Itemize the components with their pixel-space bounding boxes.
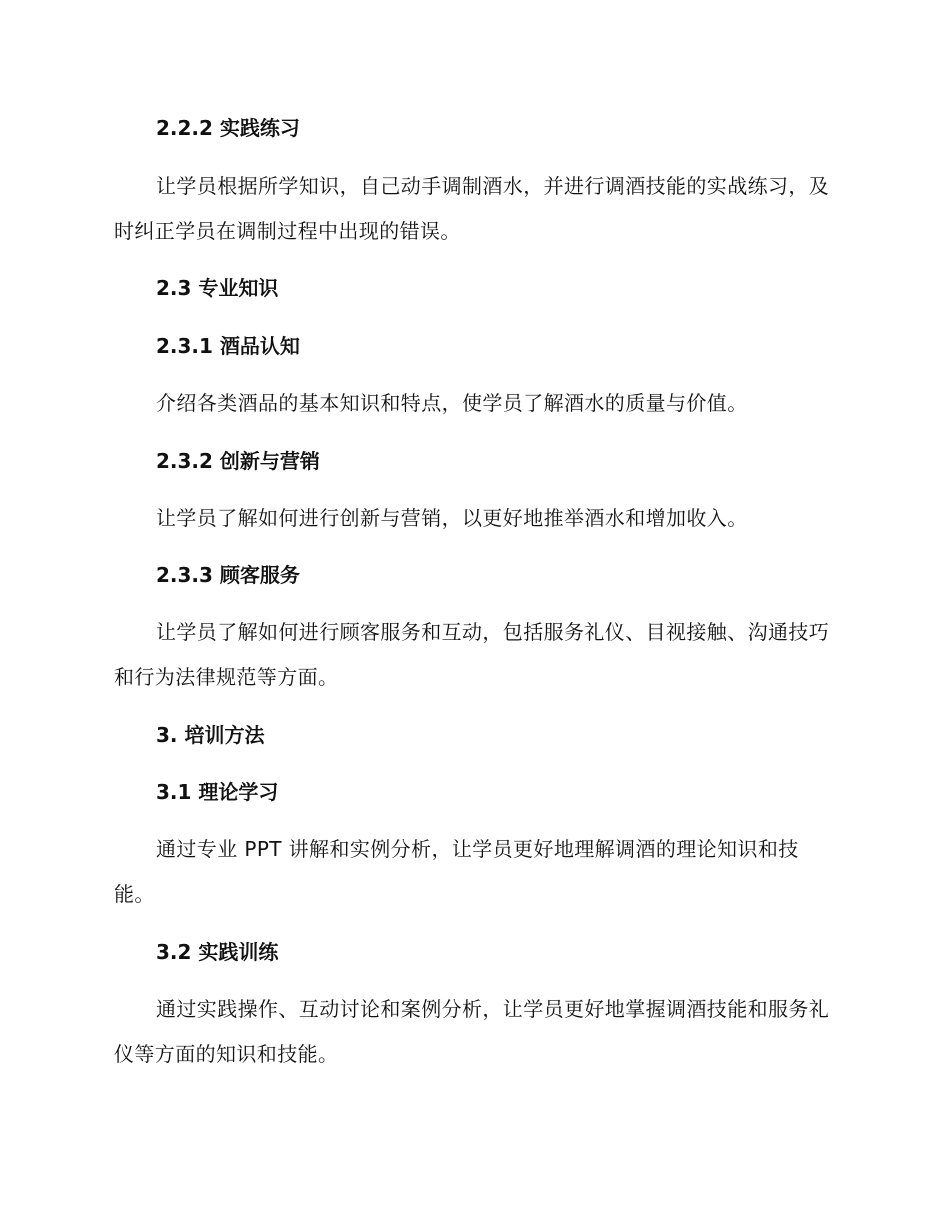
paragraph-theory: 通过专业 PPT 讲解和实例分析，让学员更好地理解调酒的理论知识和技能。	[114, 837, 799, 906]
paragraph-training: 通过实践操作、互动讨论和案例分析，让学员更好地掌握调酒技能和服务礼仪等方面的知识和技能。	[114, 997, 830, 1066]
section-heading-2-3-1: 2.3.1 酒品认知	[156, 334, 300, 358]
paragraph-customer-service: 让学员了解如何进行顾客服务和互动，包括服务礼仪、目视接触、沟通技巧和行为法律规范等方面。	[114, 620, 830, 689]
section-heading-2-3: 2.3 专业知识	[156, 276, 279, 300]
paragraph-innovation: 让学员了解如何进行创新与营销，以更好地推举酒水和增加收入。	[156, 506, 748, 530]
section-heading-3-2: 3.2 实践训练	[156, 940, 279, 964]
section-heading-2-3-2: 2.3.2 创新与营销	[156, 449, 320, 473]
paragraph-practice: 让学员根据所学知识，自己动手调制酒水，并进行调酒技能的实战练习，及时纠正学员在调制过程中出现的错误。	[114, 174, 830, 243]
paragraph-wine-knowledge: 介绍各类酒品的基本知识和特点，使学员了解酒水的质量与价值。	[156, 391, 748, 415]
section-heading-2-2-2: 2.2.2 实践练习	[156, 116, 300, 140]
section-heading-3-1: 3.1 理论学习	[156, 780, 279, 804]
section-heading-3: 3. 培训方法	[156, 723, 265, 747]
section-heading-2-3-3: 2.3.3 顾客服务	[156, 563, 300, 587]
